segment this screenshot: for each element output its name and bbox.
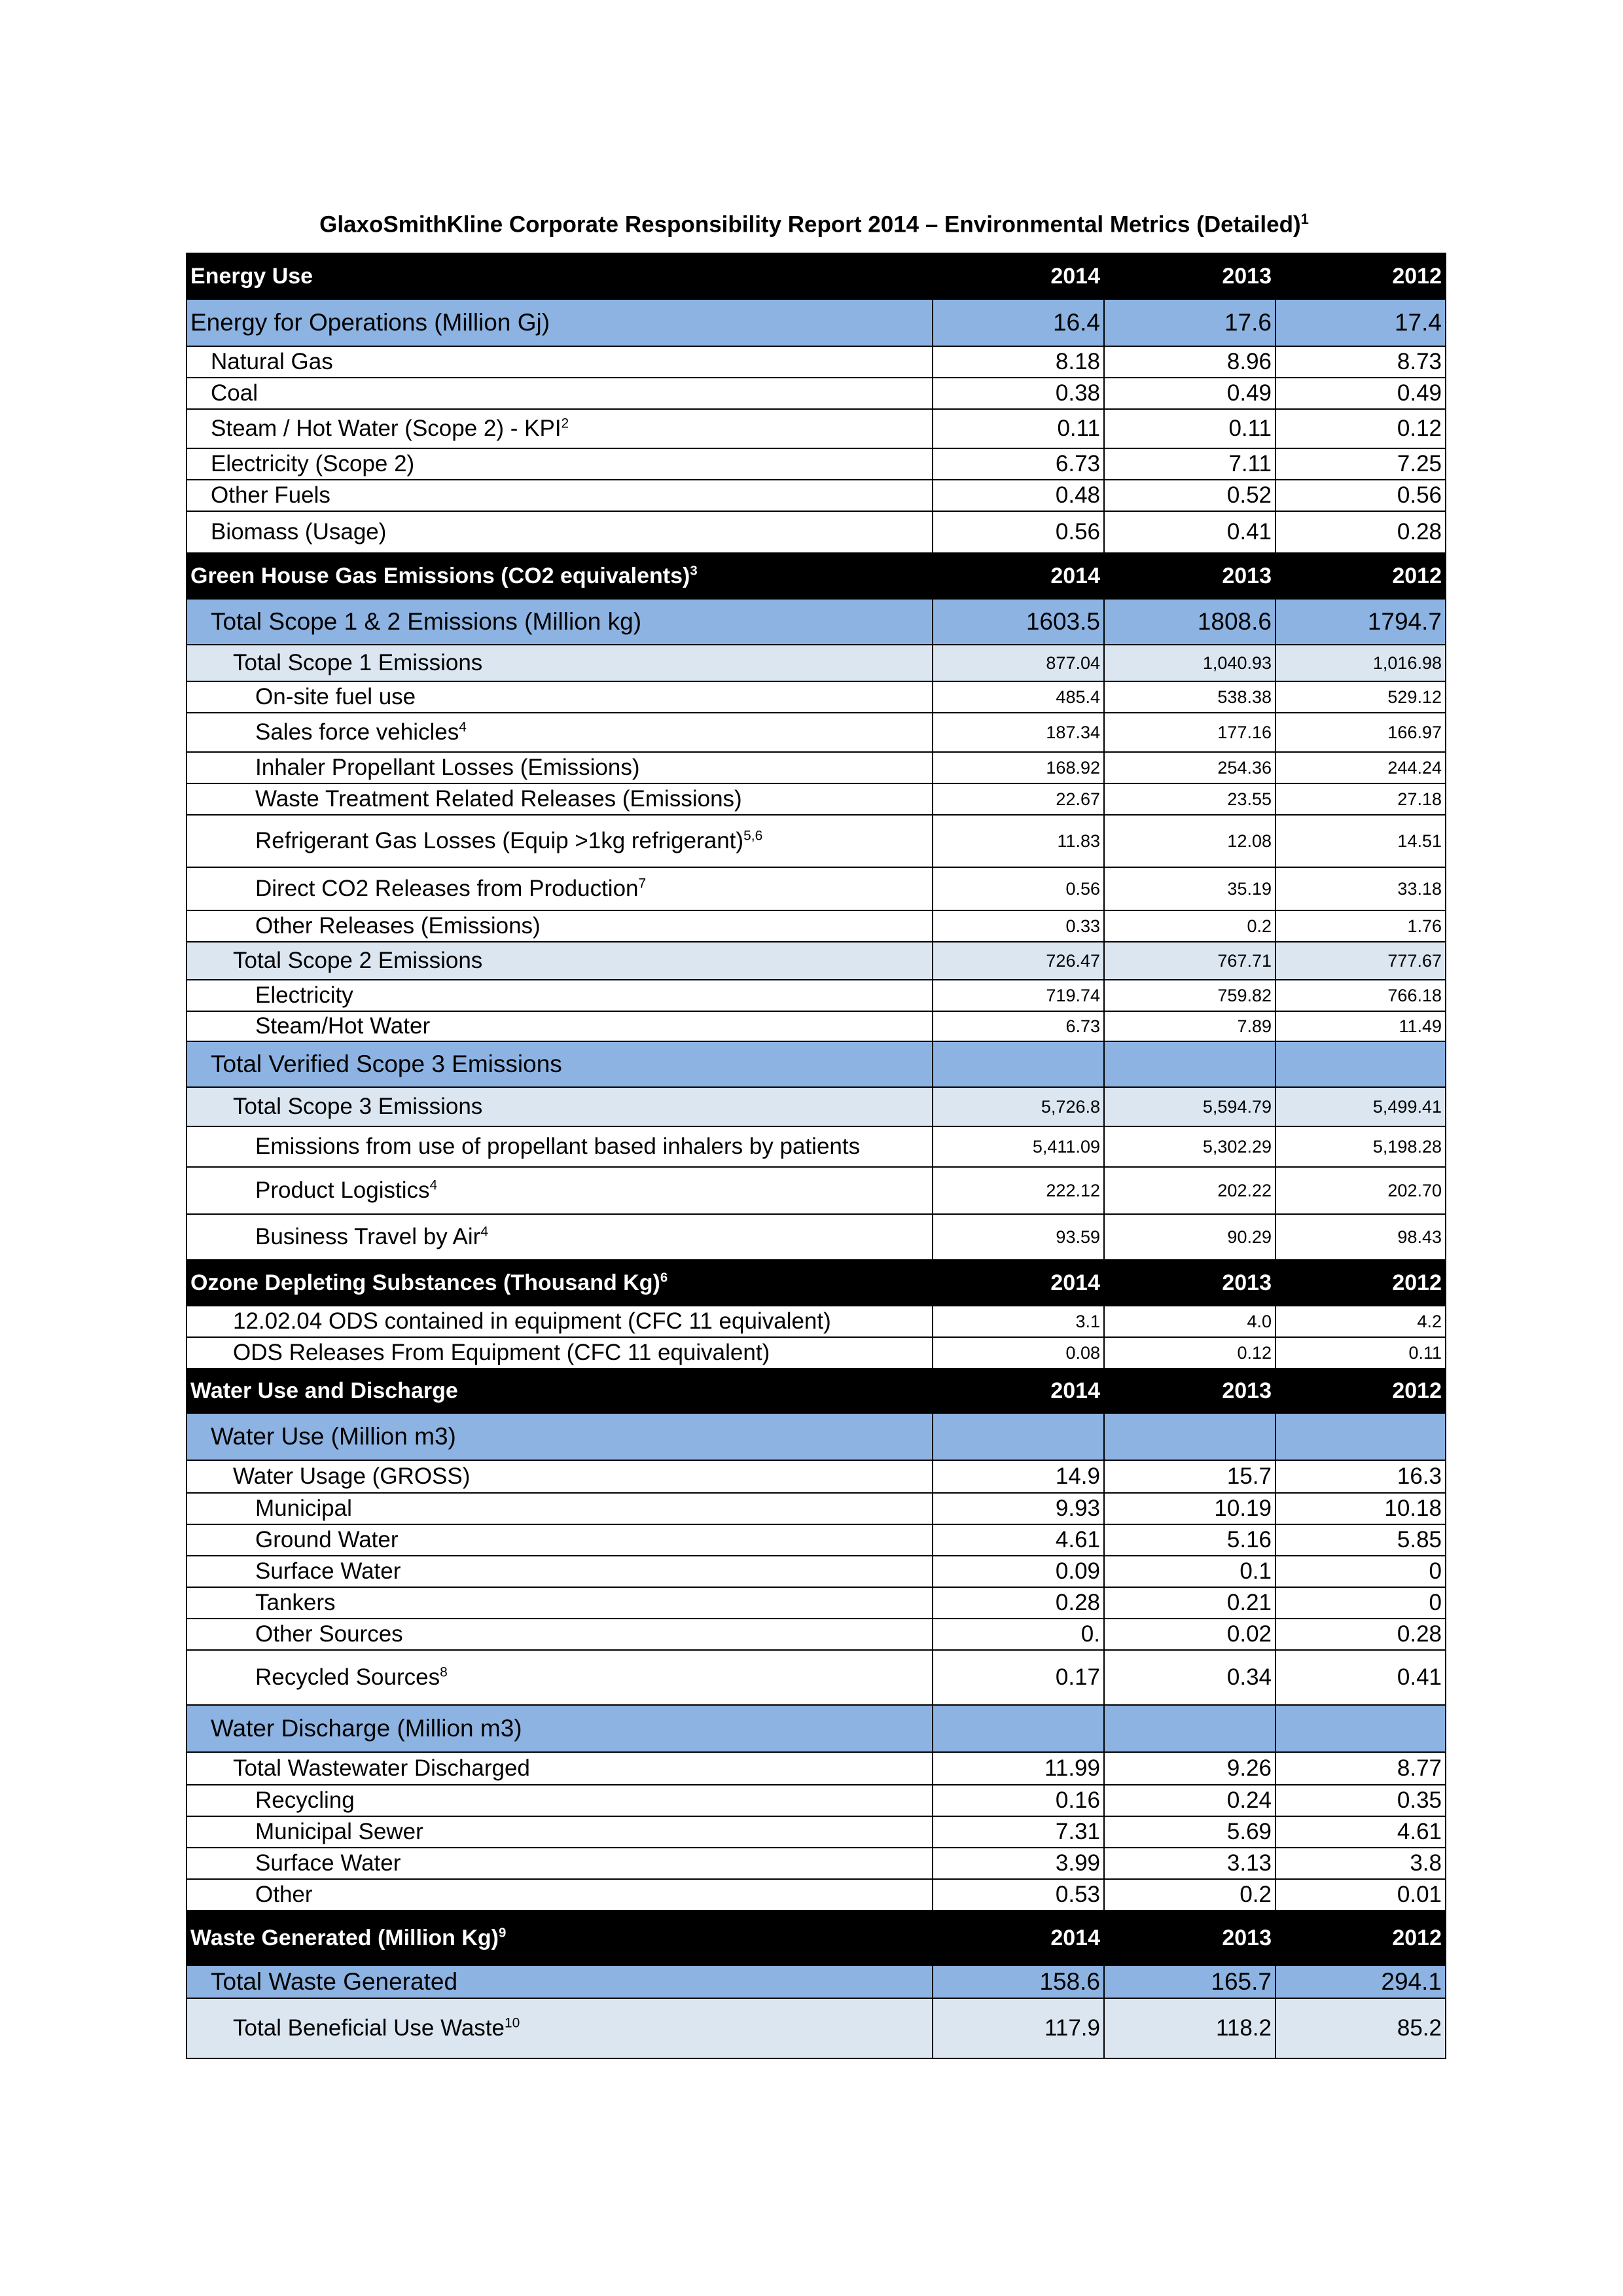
year-header: 2014 — [933, 553, 1104, 599]
value-2012: 85.2 — [1275, 1998, 1446, 2058]
value-2013: 1,040.93 — [1104, 645, 1275, 681]
value-2014 — [933, 1041, 1104, 1087]
footnote-ref: 4 — [459, 719, 467, 735]
metric-label — [187, 1087, 933, 1126]
value-2012: 7.25 — [1275, 448, 1446, 480]
value-2013: 7.89 — [1104, 1011, 1275, 1041]
value-2014: 0.33 — [933, 910, 1104, 942]
metric-row — [187, 1413, 1446, 1460]
value-2013: 35.19 — [1104, 867, 1275, 910]
value-2012: 0.01 — [1275, 1879, 1446, 1910]
metric-label — [187, 1816, 933, 1848]
value-2013: 254.36 — [1104, 752, 1275, 783]
metric-row — [187, 815, 1446, 867]
value-2013: 0.21 — [1104, 1587, 1275, 1619]
label-text: Total Scope 2 Emissions — [233, 948, 483, 973]
value-2013: 165.7 — [1104, 1965, 1275, 1998]
value-2014: 11.99 — [933, 1752, 1104, 1785]
metric-row — [187, 942, 1446, 980]
value-2013: 118.2 — [1104, 1998, 1275, 2058]
metric-label — [187, 1785, 933, 1816]
label-text: Waste Generated (Million Kg) — [190, 1925, 499, 1950]
label-text: Electricity (Scope 2) — [211, 451, 415, 476]
metric-label — [187, 1650, 933, 1705]
value-2013: 8.96 — [1104, 346, 1275, 378]
metric-row — [187, 599, 1446, 645]
value-2014: 3.99 — [933, 1848, 1104, 1879]
value-2013: 5,594.79 — [1104, 1087, 1275, 1126]
value-2012: 98.43 — [1275, 1214, 1446, 1260]
value-2012: 0.12 — [1275, 409, 1446, 448]
label-text: Steam/Hot Water — [255, 1013, 431, 1039]
metric-label — [187, 1879, 933, 1910]
value-2013: 0.52 — [1104, 480, 1275, 511]
label-text: Business Travel by Air — [255, 1224, 481, 1249]
metric-label — [187, 599, 933, 645]
value-2014: 0.08 — [933, 1337, 1104, 1369]
value-2014: 0.48 — [933, 480, 1104, 511]
metric-label — [187, 815, 933, 867]
metric-row — [187, 1524, 1446, 1556]
value-2014: 168.92 — [933, 752, 1104, 783]
value-2013: 0.41 — [1104, 511, 1275, 553]
value-2014: 6.73 — [933, 448, 1104, 480]
label-text: Total Waste Generated — [211, 1968, 458, 1995]
year-header: 2014 — [933, 1260, 1104, 1306]
value-2012 — [1275, 1413, 1446, 1460]
label-text: Water Use (Million m3) — [211, 1423, 456, 1450]
value-2013: 7.11 — [1104, 448, 1275, 480]
footnote-ref: 8 — [440, 1664, 448, 1680]
label-text: Sales force vehicles — [255, 719, 459, 745]
label-text: Total Scope 3 Emissions — [233, 1094, 483, 1119]
value-2014: 16.4 — [933, 299, 1104, 346]
metric-row — [187, 867, 1446, 910]
value-2012: 1.76 — [1275, 910, 1446, 942]
label-text: Recycled Sources — [255, 1664, 440, 1690]
label-text: Energy for Operations (Million Gj) — [190, 309, 550, 336]
year-header: 2014 — [933, 1910, 1104, 1965]
value-2013: 767.71 — [1104, 942, 1275, 980]
value-2012: 529.12 — [1275, 681, 1446, 713]
metric-row — [187, 1337, 1446, 1369]
metric-row — [187, 448, 1446, 480]
value-2014: 117.9 — [933, 1998, 1104, 2058]
metric-row — [187, 783, 1446, 815]
report-title — [186, 211, 1442, 238]
footnote-ref: 10 — [505, 2015, 520, 2031]
metric-row — [187, 1493, 1446, 1524]
value-2014: 0.17 — [933, 1650, 1104, 1705]
footnote-ref: 3 — [690, 564, 698, 579]
year-header: 2013 — [1104, 253, 1275, 299]
label-text: Natural Gas — [211, 349, 333, 374]
value-2012: 766.18 — [1275, 980, 1446, 1011]
value-2013 — [1104, 1041, 1275, 1087]
value-2012: 5,198.28 — [1275, 1126, 1446, 1167]
label-text: Total Verified Scope 3 Emissions — [211, 1050, 562, 1077]
label-text: Coal — [211, 380, 258, 406]
label-text: Other — [255, 1882, 313, 1907]
metric-label — [187, 1524, 933, 1556]
year-header: 2012 — [1275, 253, 1446, 299]
metric-label — [187, 1460, 933, 1493]
metric-label — [187, 1587, 933, 1619]
metric-label — [187, 1619, 933, 1650]
value-2014: 5,411.09 — [933, 1126, 1104, 1167]
metric-label — [187, 1493, 933, 1524]
year-header: 2013 — [1104, 553, 1275, 599]
value-2014: 6.73 — [933, 1011, 1104, 1041]
value-2013: 10.19 — [1104, 1493, 1275, 1524]
metric-row — [187, 1650, 1446, 1705]
metric-row — [187, 299, 1446, 346]
label-text: Total Wastewater Discharged — [233, 1755, 530, 1781]
value-2014: 0.16 — [933, 1785, 1104, 1816]
label-text: Surface Water — [255, 1558, 401, 1584]
value-2014: 14.9 — [933, 1460, 1104, 1493]
metric-row — [187, 1619, 1446, 1650]
label-text: Inhaler Propellant Losses (Emissions) — [255, 755, 640, 780]
label-text: Electricity — [255, 982, 353, 1008]
metric-row — [187, 1306, 1446, 1337]
metric-row — [187, 1041, 1446, 1087]
value-2012: 27.18 — [1275, 783, 1446, 815]
metric-row — [187, 1785, 1446, 1816]
label-text: Tankers — [255, 1590, 336, 1615]
metric-label — [187, 1126, 933, 1167]
value-2012: 166.97 — [1275, 713, 1446, 752]
metric-row — [187, 1167, 1446, 1214]
year-header: 2012 — [1275, 1369, 1446, 1413]
label-text: Water Discharge (Million m3) — [211, 1715, 522, 1742]
value-2012: 3.8 — [1275, 1848, 1446, 1879]
value-2013: 12.08 — [1104, 815, 1275, 867]
label-text: Municipal Sewer — [255, 1819, 423, 1844]
label-text: Direct CO2 Releases from Production — [255, 876, 639, 901]
metric-row — [187, 1587, 1446, 1619]
value-2014: 0.38 — [933, 378, 1104, 409]
value-2012: 10.18 — [1275, 1493, 1446, 1524]
value-2012: 4.61 — [1275, 1816, 1446, 1848]
metric-row — [187, 1998, 1446, 2058]
value-2013: 0.2 — [1104, 910, 1275, 942]
value-2014: 877.04 — [933, 645, 1104, 681]
value-2014: 0.56 — [933, 511, 1104, 553]
metric-row — [187, 1705, 1446, 1752]
value-2013: 5.16 — [1104, 1524, 1275, 1556]
metric-row — [187, 645, 1446, 681]
year-header: 2014 — [933, 1369, 1104, 1413]
value-2012: 0.41 — [1275, 1650, 1446, 1705]
value-2013: 0.02 — [1104, 1619, 1275, 1650]
metric-row — [187, 346, 1446, 378]
section-header-row — [187, 1369, 1446, 1413]
value-2012: 8.77 — [1275, 1752, 1446, 1785]
metric-row — [187, 378, 1446, 409]
value-2013: 0.11 — [1104, 409, 1275, 448]
value-2013: 177.16 — [1104, 713, 1275, 752]
value-2013: 1808.6 — [1104, 599, 1275, 645]
value-2014: 222.12 — [933, 1167, 1104, 1214]
metric-row — [187, 1848, 1446, 1879]
metric-row — [187, 1879, 1446, 1910]
label-text: On-site fuel use — [255, 684, 416, 709]
value-2014: 158.6 — [933, 1965, 1104, 1998]
metric-label — [187, 409, 933, 448]
section-title — [187, 553, 933, 599]
metric-row — [187, 409, 1446, 448]
label-text: Other Releases (Emissions) — [255, 913, 541, 939]
value-2012: 294.1 — [1275, 1965, 1446, 1998]
metric-label — [187, 1306, 933, 1337]
footnote-ref: 2 — [561, 416, 569, 431]
metric-label — [187, 1167, 933, 1214]
metric-row — [187, 1087, 1446, 1126]
value-2013 — [1104, 1705, 1275, 1752]
label-text: Energy Use — [190, 263, 313, 289]
value-2013: 15.7 — [1104, 1460, 1275, 1493]
label-text: Total Scope 1 Emissions — [233, 650, 483, 675]
value-2012: 0 — [1275, 1587, 1446, 1619]
value-2012: 4.2 — [1275, 1306, 1446, 1337]
footnote-ref: 9 — [499, 1926, 507, 1941]
metric-label — [187, 480, 933, 511]
metric-label — [187, 346, 933, 378]
value-2014: 187.34 — [933, 713, 1104, 752]
label-text: Steam / Hot Water (Scope 2) - KPI — [211, 416, 562, 441]
label-text: Municipal — [255, 1496, 352, 1521]
value-2012: 0.28 — [1275, 511, 1446, 553]
section-title — [187, 1369, 933, 1413]
value-2012 — [1275, 1041, 1446, 1087]
value-2013: 538.38 — [1104, 681, 1275, 713]
value-2012: 8.73 — [1275, 346, 1446, 378]
value-2012: 0.11 — [1275, 1337, 1446, 1369]
metric-row — [187, 980, 1446, 1011]
year-header: 2012 — [1275, 1910, 1446, 1965]
metric-row — [187, 1816, 1446, 1848]
section-title — [187, 253, 933, 299]
metric-row — [187, 1965, 1446, 1998]
metric-label — [187, 681, 933, 713]
metric-row — [187, 1214, 1446, 1260]
year-header: 2014 — [933, 253, 1104, 299]
value-2013: 17.6 — [1104, 299, 1275, 346]
value-2014: 726.47 — [933, 942, 1104, 980]
value-2012: 16.3 — [1275, 1460, 1446, 1493]
value-2014: 8.18 — [933, 346, 1104, 378]
value-2012: 0.28 — [1275, 1619, 1446, 1650]
metric-label — [187, 1998, 933, 2058]
value-2014: 719.74 — [933, 980, 1104, 1011]
label-text: ODS Releases From Equipment (CFC 11 equivalent) — [233, 1340, 770, 1365]
metric-row — [187, 713, 1446, 752]
section-header-row — [187, 253, 1446, 299]
value-2014: 0. — [933, 1619, 1104, 1650]
label-text: Water Usage (GROSS) — [233, 1463, 471, 1489]
metric-row — [187, 511, 1446, 553]
metric-label — [187, 1011, 933, 1041]
value-2014 — [933, 1705, 1104, 1752]
label-text: Ozone Depleting Substances (Thousand Kg) — [190, 1270, 660, 1295]
value-2012: 33.18 — [1275, 867, 1446, 910]
metric-label — [187, 910, 933, 942]
environmental-metrics-table — [186, 253, 1446, 2059]
value-2013: 23.55 — [1104, 783, 1275, 815]
metric-label — [187, 752, 933, 783]
value-2013: 0.12 — [1104, 1337, 1275, 1369]
value-2013: 5.69 — [1104, 1816, 1275, 1848]
metric-row — [187, 910, 1446, 942]
footnote-ref: 4 — [480, 1224, 488, 1240]
label-text: Refrigerant Gas Losses (Equip >1kg refrigerant) — [255, 828, 744, 853]
value-2012: 0.56 — [1275, 480, 1446, 511]
value-2013: 4.0 — [1104, 1306, 1275, 1337]
value-2014: 7.31 — [933, 1816, 1104, 1848]
value-2012: 11.49 — [1275, 1011, 1446, 1041]
value-2014: 485.4 — [933, 681, 1104, 713]
value-2013: 0.49 — [1104, 378, 1275, 409]
value-2013: 9.26 — [1104, 1752, 1275, 1785]
value-2014 — [933, 1413, 1104, 1460]
year-header: 2012 — [1275, 553, 1446, 599]
label-text: Green House Gas Emissions (CO2 equivalents) — [190, 563, 690, 588]
metric-label — [187, 299, 933, 346]
metric-label — [187, 867, 933, 910]
footnote-ref: 5,6 — [743, 828, 763, 844]
metric-label — [187, 1848, 933, 1879]
value-2013: 0.1 — [1104, 1556, 1275, 1587]
value-2012: 777.67 — [1275, 942, 1446, 980]
label-text: Water Use and Discharge — [190, 1378, 458, 1403]
label-text: Emissions from use of propellant based inhalers by patients — [255, 1134, 861, 1159]
value-2012: 1794.7 — [1275, 599, 1446, 645]
section-title — [187, 1260, 933, 1306]
metric-label — [187, 448, 933, 480]
value-2014: 11.83 — [933, 815, 1104, 867]
label-text: Other Sources — [255, 1621, 403, 1647]
value-2012: 0.35 — [1275, 1785, 1446, 1816]
label-text: Total Scope 1 & 2 Emissions (Million kg) — [211, 608, 642, 635]
metric-label — [187, 1214, 933, 1260]
value-2012: 0.49 — [1275, 378, 1446, 409]
section-header-row — [187, 1260, 1446, 1306]
value-2014: 5,726.8 — [933, 1087, 1104, 1126]
metric-label — [187, 1337, 933, 1369]
metric-label — [187, 1556, 933, 1587]
metric-label — [187, 1752, 933, 1785]
footnote-ref: 6 — [660, 1270, 668, 1285]
value-2014: 93.59 — [933, 1214, 1104, 1260]
metric-label — [187, 1705, 933, 1752]
year-header: 2012 — [1275, 1260, 1446, 1306]
metric-label — [187, 1041, 933, 1087]
metric-row — [187, 752, 1446, 783]
metric-label — [187, 783, 933, 815]
metric-row — [187, 1126, 1446, 1167]
label-text: Other Fuels — [211, 482, 330, 508]
metric-label — [187, 1413, 933, 1460]
value-2013: 759.82 — [1104, 980, 1275, 1011]
metric-row — [187, 681, 1446, 713]
footnote-ref: 7 — [638, 876, 647, 891]
value-2012: 5,499.41 — [1275, 1087, 1446, 1126]
value-2014: 22.67 — [933, 783, 1104, 815]
label-text: Ground Water — [255, 1527, 399, 1552]
section-header-row — [187, 553, 1446, 599]
value-2013: 202.22 — [1104, 1167, 1275, 1214]
label-text: Biomass (Usage) — [211, 519, 387, 545]
value-2014: 9.93 — [933, 1493, 1104, 1524]
value-2012: 202.70 — [1275, 1167, 1446, 1214]
title-footnote: 1 — [1300, 211, 1309, 227]
metric-label — [187, 942, 933, 980]
value-2014: 0.11 — [933, 409, 1104, 448]
metric-row — [187, 480, 1446, 511]
label-text: Total Beneficial Use Waste — [233, 2015, 505, 2041]
value-2013: 0.2 — [1104, 1879, 1275, 1910]
value-2012: 17.4 — [1275, 299, 1446, 346]
year-header: 2013 — [1104, 1910, 1275, 1965]
value-2013: 3.13 — [1104, 1848, 1275, 1879]
metric-row — [187, 1011, 1446, 1041]
metric-label — [187, 645, 933, 681]
value-2013: 5,302.29 — [1104, 1126, 1275, 1167]
metric-label — [187, 713, 933, 752]
label-text: Product Logistics — [255, 1177, 430, 1203]
value-2013: 0.34 — [1104, 1650, 1275, 1705]
metric-label — [187, 980, 933, 1011]
value-2013 — [1104, 1413, 1275, 1460]
value-2014: 1603.5 — [933, 599, 1104, 645]
metrics-table-body — [187, 253, 1446, 2058]
year-header: 2013 — [1104, 1260, 1275, 1306]
metric-label — [187, 1965, 933, 1998]
metric-row — [187, 1556, 1446, 1587]
report-title-text: GlaxoSmithKline Corporate Responsibility Report 2014 – Environmental Metrics (Detailed) — [319, 211, 1301, 238]
value-2014: 0.56 — [933, 867, 1104, 910]
value-2014: 0.28 — [933, 1587, 1104, 1619]
value-2012 — [1275, 1705, 1446, 1752]
metric-row — [187, 1460, 1446, 1493]
value-2012: 5.85 — [1275, 1524, 1446, 1556]
value-2013: 90.29 — [1104, 1214, 1275, 1260]
value-2013: 0.24 — [1104, 1785, 1275, 1816]
year-header: 2013 — [1104, 1369, 1275, 1413]
value-2012: 1,016.98 — [1275, 645, 1446, 681]
label-text: Waste Treatment Related Releases (Emissions) — [255, 786, 742, 812]
section-header-row — [187, 1910, 1446, 1965]
value-2014: 3.1 — [933, 1306, 1104, 1337]
metric-label — [187, 378, 933, 409]
footnote-ref: 4 — [429, 1177, 438, 1193]
label-text: Surface Water — [255, 1850, 401, 1876]
value-2014: 4.61 — [933, 1524, 1104, 1556]
value-2012: 0 — [1275, 1556, 1446, 1587]
metric-label — [187, 511, 933, 553]
section-title — [187, 1910, 933, 1965]
value-2012: 14.51 — [1275, 815, 1446, 867]
value-2012: 244.24 — [1275, 752, 1446, 783]
label-text: 12.02.04 ODS contained in equipment (CFC 11 equivalent) — [233, 1308, 831, 1334]
value-2014: 0.09 — [933, 1556, 1104, 1587]
metric-row — [187, 1752, 1446, 1785]
label-text: Recycling — [255, 1787, 355, 1813]
value-2014: 0.53 — [933, 1879, 1104, 1910]
